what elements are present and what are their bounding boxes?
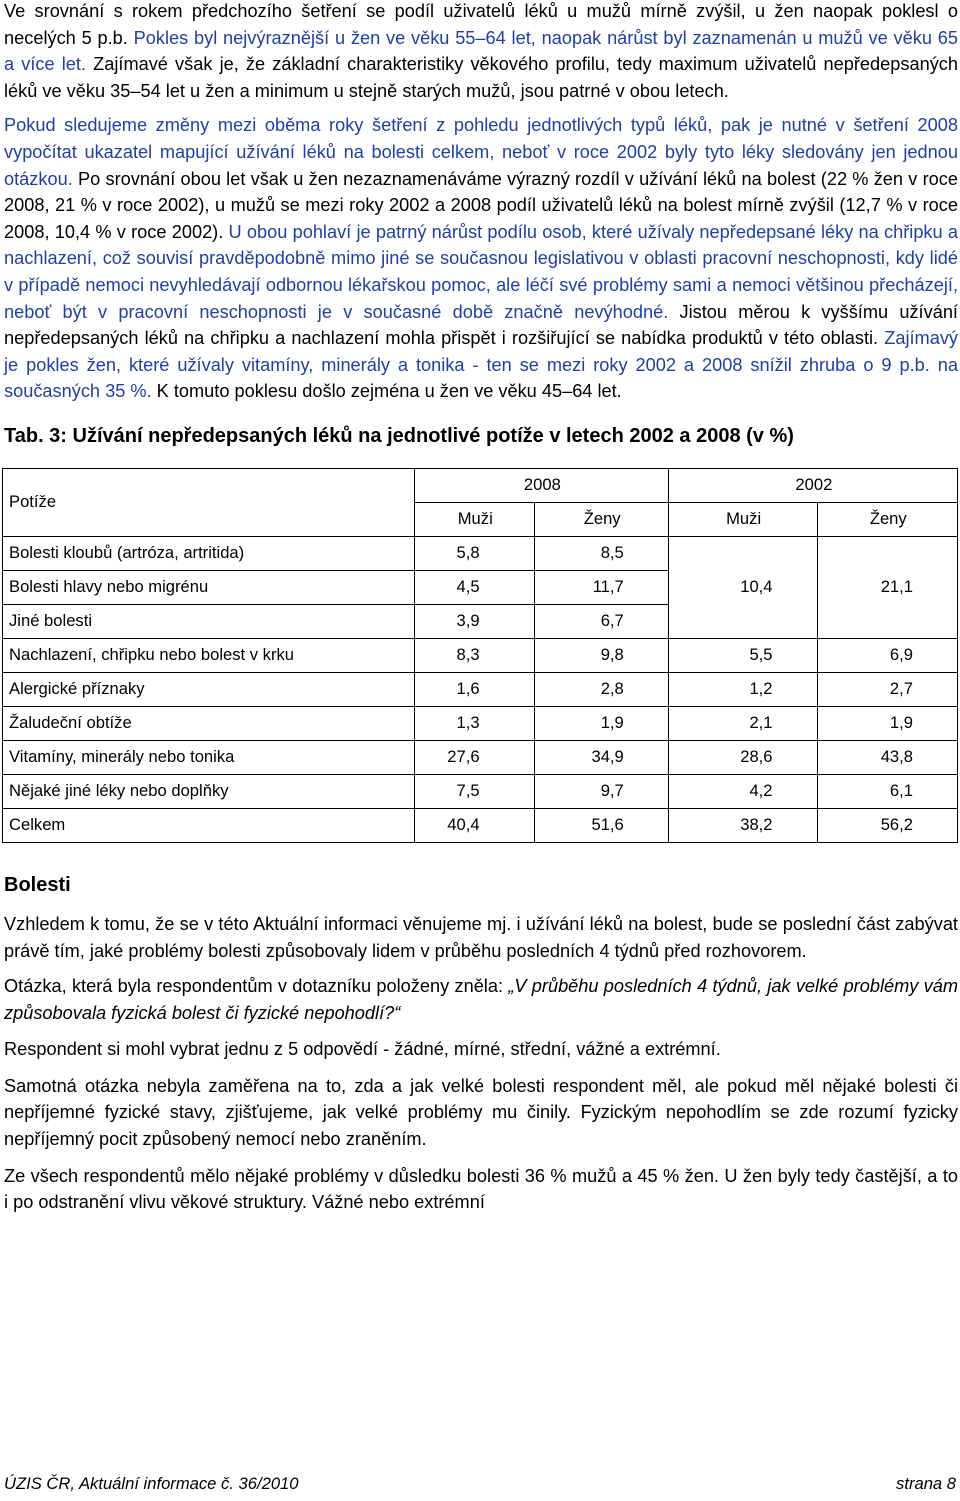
- cell-zeny-2008: 9,7: [534, 774, 668, 808]
- table-row: [3, 672, 958, 706]
- paragraph-intro-pain: Vzhledem k tomu, že se v této Aktuální informaci věnujeme mj. i užívání léků na bolest, bude se poslední část zabývat právě tím, jaké problémy bolesti způsobovaly lidem v průběhu posledních 4 týdnů před rozhovorem.: [4, 913, 958, 961]
- paragraph-question: [4, 973, 958, 1026]
- text-segment: Pokud sledujeme změny mezi oběma roky šetření z pohledu jednotlivých typů léků, pak je nutné v šetření 2008 vypočítat ukazatel mapující užívání léků na bolesti celkem, neboť v roce 2002 byly tyto léky sledovány jen jednou otázkou.: [4, 115, 958, 189]
- cell-zeny-2002: 6,1: [817, 774, 957, 808]
- column-header-potize: Potíže: [3, 468, 415, 536]
- table-row: [3, 638, 958, 672]
- row-label: Nějaké jiné léky nebo doplňky: [3, 774, 415, 808]
- column-header-zeny-2002: Ženy: [817, 502, 957, 536]
- paragraph-definition: Samotná otázka nebyla zaměřena na to, zda a jak velké bolesti respondent měl, ale pokud měl nějaké bolesti či nepříjemné fyzické stavy, zjišťujeme, jak velké problémy mu činily. Fyzickým nepohodlím se zde rozumí fyzicky nepříjemný pocit způsobený nemocí nebo zraněním.: [4, 1075, 958, 1150]
- text-segment: Zajímavý je pokles žen, které užívaly vitamíny, minerály a tonika - ten se mezi roky 2002 a 2008 snížil zhruba o 9 p.b. na současných 35 %.: [4, 328, 959, 402]
- row-label: Vitamíny, minerály nebo tonika: [3, 740, 415, 774]
- cell-muzi-2008: 1,6: [414, 672, 534, 706]
- cell-muzi-2002: 28,6: [668, 740, 817, 774]
- column-header-2002: 2002: [668, 468, 957, 502]
- cell-muzi-2008: 1,3: [414, 706, 534, 740]
- text-segment: K tomuto poklesu došlo zejména u žen ve věku 45–64 let.: [151, 381, 622, 402]
- row-label: Bolesti hlavy nebo migrénu: [3, 570, 415, 604]
- text-segment: Zajímavé však je, že základní charakteristiky věkového profilu, tedy maximum uživatelů nepředepsaných léků ve věku 35–54 let u žen a minimum u stejně starých mužů, jsou patrné v obou letech.: [4, 54, 959, 101]
- row-label: Nachlazení, chřipku nebo bolest v krku: [3, 638, 415, 672]
- row-label: Bolesti kloubů (artróza, artritida): [3, 536, 415, 570]
- text-segment: U obou pohlaví je patrný nárůst podílu osob, které užívaly nepředepsané léky na chřipku a nachlazení, což souvisí pravděpodobně mimo jiné se současnou legislativou v oblasti pracovní neschopnosti, kdy lidé v případě nemoci nevyhledávají odbornou lékařskou pomoc, ale léčí své problémy sami a nemoci většinou přecházejí, neboť být v pracovní neschopnosti je v současné době značně nevýhodné.: [4, 221, 958, 322]
- text-segment: Otázka, která byla respondentům v dotazníku položeny zněla:: [4, 976, 509, 997]
- cell-muzi-2008: 8,3: [414, 638, 534, 672]
- text-segment: Jistou měrou k vyššímu užívání nepředepsaných léků na chřipku a nachlazení mohla přispět i rozšiřující se nabídka produktů v této oblasti.: [4, 301, 958, 349]
- cell-muzi-2008: 5,8: [414, 536, 534, 570]
- cell-zeny-2002: 1,9: [817, 706, 957, 740]
- cell-muzi-2008: 4,5: [414, 570, 534, 604]
- column-header-muzi-2008: Muži: [414, 502, 534, 536]
- table-row: [3, 706, 958, 740]
- cell-muzi-2002-merged: 10,4: [668, 536, 817, 638]
- section-heading: Bolesti: [4, 873, 71, 896]
- cell-muzi-2002: 1,2: [668, 672, 817, 706]
- cell-muzi-2002: 38,2: [668, 808, 817, 842]
- cell-muzi-2008: 7,5: [414, 774, 534, 808]
- medication-table: [2, 468, 958, 843]
- text-segment: Po srovnání obou let však u žen nezaznamenáváme výrazný rozdíl v užívání léků na bolest (22 % žen v roce 2008, 21 % v roce 2002), u mužů se mezi roky 2002 a 2008 podíl uživatelů léků na bolest mírně zvýšil (12,7 % v roce 2008, 10,4 % v roce 2002).: [4, 168, 958, 242]
- table-caption: Tab. 3: Užívání nepředepsaných léků na jednotlivé potíže v letech 2002 a 2008 (v %): [4, 424, 794, 447]
- cell-zeny-2002: 6,9: [817, 638, 957, 672]
- cell-zeny-2008: 34,9: [534, 740, 668, 774]
- cell-zeny-2008: 11,7: [534, 570, 668, 604]
- column-header-muzi-2002: Muži: [668, 502, 817, 536]
- cell-zeny-2008: 51,6: [534, 808, 668, 842]
- row-label: Jiné bolesti: [3, 604, 415, 638]
- paragraph-changes: [4, 112, 958, 405]
- cell-zeny-2008: 6,7: [534, 604, 668, 638]
- table-header-row: [3, 468, 958, 502]
- cell-zeny-2008: 8,5: [534, 536, 668, 570]
- footer-source: ÚZIS ČR, Aktuální informace č. 36/2010: [4, 1474, 299, 1493]
- cell-muzi-2002: 4,2: [668, 774, 817, 808]
- column-header-2008: 2008: [414, 468, 668, 502]
- paragraph-answers: Respondent si mohl vybrat jednu z 5 odpovědí - žádné, mírné, střední, vážné a extrémní.: [4, 1039, 721, 1060]
- cell-muzi-2008: 27,6: [414, 740, 534, 774]
- cell-zeny-2002: 43,8: [817, 740, 957, 774]
- cell-zeny-2002: 56,2: [817, 808, 957, 842]
- row-label: Celkem: [3, 808, 415, 842]
- cell-muzi-2002: 2,1: [668, 706, 817, 740]
- row-label: Alergické příznaky: [3, 672, 415, 706]
- cell-zeny-2008: 2,8: [534, 672, 668, 706]
- cell-muzi-2002: 5,5: [668, 638, 817, 672]
- table-row: [3, 774, 958, 808]
- cell-zeny-2002-merged: 21,1: [817, 536, 957, 638]
- footer-page-number: strana 8: [896, 1474, 956, 1493]
- cell-zeny-2008: 1,9: [534, 706, 668, 740]
- paragraph-results: Ze všech respondentů mělo nějaké problémy v důsledku bolesti 36 % mužů a 45 % žen. U žen byly tedy častější, a to i po odstranění vlivu věkové struktury. Vážné nebo extrémní: [4, 1165, 958, 1213]
- cell-zeny-2002: 2,7: [817, 672, 957, 706]
- table-row: [3, 740, 958, 774]
- column-header-zeny-2008: Ženy: [534, 502, 668, 536]
- cell-muzi-2008: 40,4: [414, 808, 534, 842]
- table-row: [3, 536, 958, 570]
- text-segment: Ve srovnání s rokem předchozího šetření se podíl uživatelů léků u mužů mírně zvýšil, u žen naopak poklesl o necelých 5 p.b.: [4, 1, 958, 48]
- text-segment: Pokles byl nejvýraznější u žen ve věku 55–64 let, naopak nárůst byl zaznamenán u mužů ve věku 65 a více let.: [4, 27, 958, 75]
- paragraph-comparison: [4, 0, 958, 104]
- row-label: Žaludeční obtíže: [3, 706, 415, 740]
- question-quote: „V průběhu posledních 4 týdnů, jak velké problémy vám způsobovala fyzická bolest či fyzické nepohodlí?“: [4, 976, 959, 1023]
- cell-muzi-2008: 3,9: [414, 604, 534, 638]
- cell-zeny-2008: 9,8: [534, 638, 668, 672]
- table-row-total: [3, 808, 958, 842]
- document-page: [4, 0, 958, 1216]
